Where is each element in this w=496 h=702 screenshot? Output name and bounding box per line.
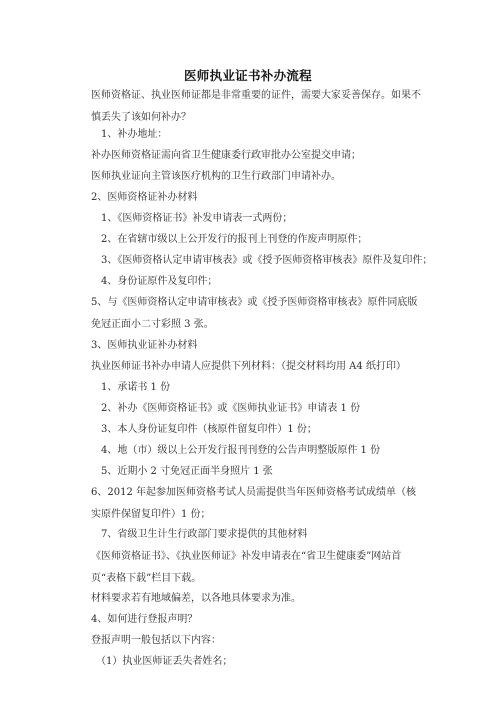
section-heading-address: 1、补办地址： <box>101 129 168 140</box>
list-item: 1、《医师资格证书》补发申请表一式两份； <box>101 213 293 224</box>
list-item: 4、地（市）级以上公开发行报刊刊登的公告声明整版原件 1 份 <box>101 445 381 456</box>
section-heading-practice: 3、医师执业证补办材料 <box>91 340 198 351</box>
list-item: 4、身份证原件及复印件； <box>101 276 218 287</box>
list-item: （1）执业医师证丢失者姓名； <box>96 656 233 667</box>
list-item: 5、近期小 2 寸免冠正面半身照片 1 张 <box>101 466 273 477</box>
paragraph-line: 补办医师资格证需向省卫生健康委行政审批办公室提交申请； <box>91 150 361 161</box>
list-item: 7、省级卫生计生行政部门要求提供的其他材料 <box>101 529 308 540</box>
paragraph-line: 材料要求若有地域偏差，以各地具体要求为准。 <box>91 593 301 604</box>
list-item: 6、2012 年起参加医师资格考试人员需提供当年医师资格考试成绩单（核实原件保留复印件）1 份； <box>91 487 416 520</box>
document-title: 医师执业证书补办流程 <box>183 68 312 83</box>
paragraph-line: 医师执业证向主管该医疗机构的卫生行政部门申请补办。 <box>91 171 341 182</box>
list-item: 2、在省辖市级以上公开发行的报刊上刊登的作废声明原件； <box>101 234 368 245</box>
paragraph-line: 执业医师证书补办申请人应提供下列材料：（提交材料均用 A4 纸打印） <box>91 361 406 372</box>
list-item: 5、与《医师资格认定申请审核表》或《授予医师资格审核表》原件同底版免冠正面小二寸彩照 3 张。 <box>91 297 418 330</box>
paragraph-line: 登报声明一般包括以下内容： <box>91 635 221 646</box>
section-heading-qualification: 2、医师资格证补办材料 <box>91 192 198 203</box>
list-item: 2、补办《医师资格证书》或《医师执业证书》申请表 1 份 <box>101 403 361 414</box>
list-item: 1、承诺书 1 份 <box>101 382 171 393</box>
list-item: 3、《医师资格认定申请审核表》或《授予医师资格审核表》原件及复印件； <box>101 255 433 266</box>
list-item: 3、本人身份证复印件（核原件留复印件）1 份； <box>101 424 317 435</box>
intro-paragraph: 医师资格证、执业医师证都是非常重要的证件，需要大家妥善保存。如果不慎丢失了该如何补办？ <box>91 90 421 123</box>
paragraph-line: 《医师资格证书》、《执业医师证》补发申请表在“省卫生健康委”网站首页“表格下载”栏目下载。 <box>91 551 402 584</box>
section-heading-announcement: 4、如何进行登报声明？ <box>91 614 198 625</box>
